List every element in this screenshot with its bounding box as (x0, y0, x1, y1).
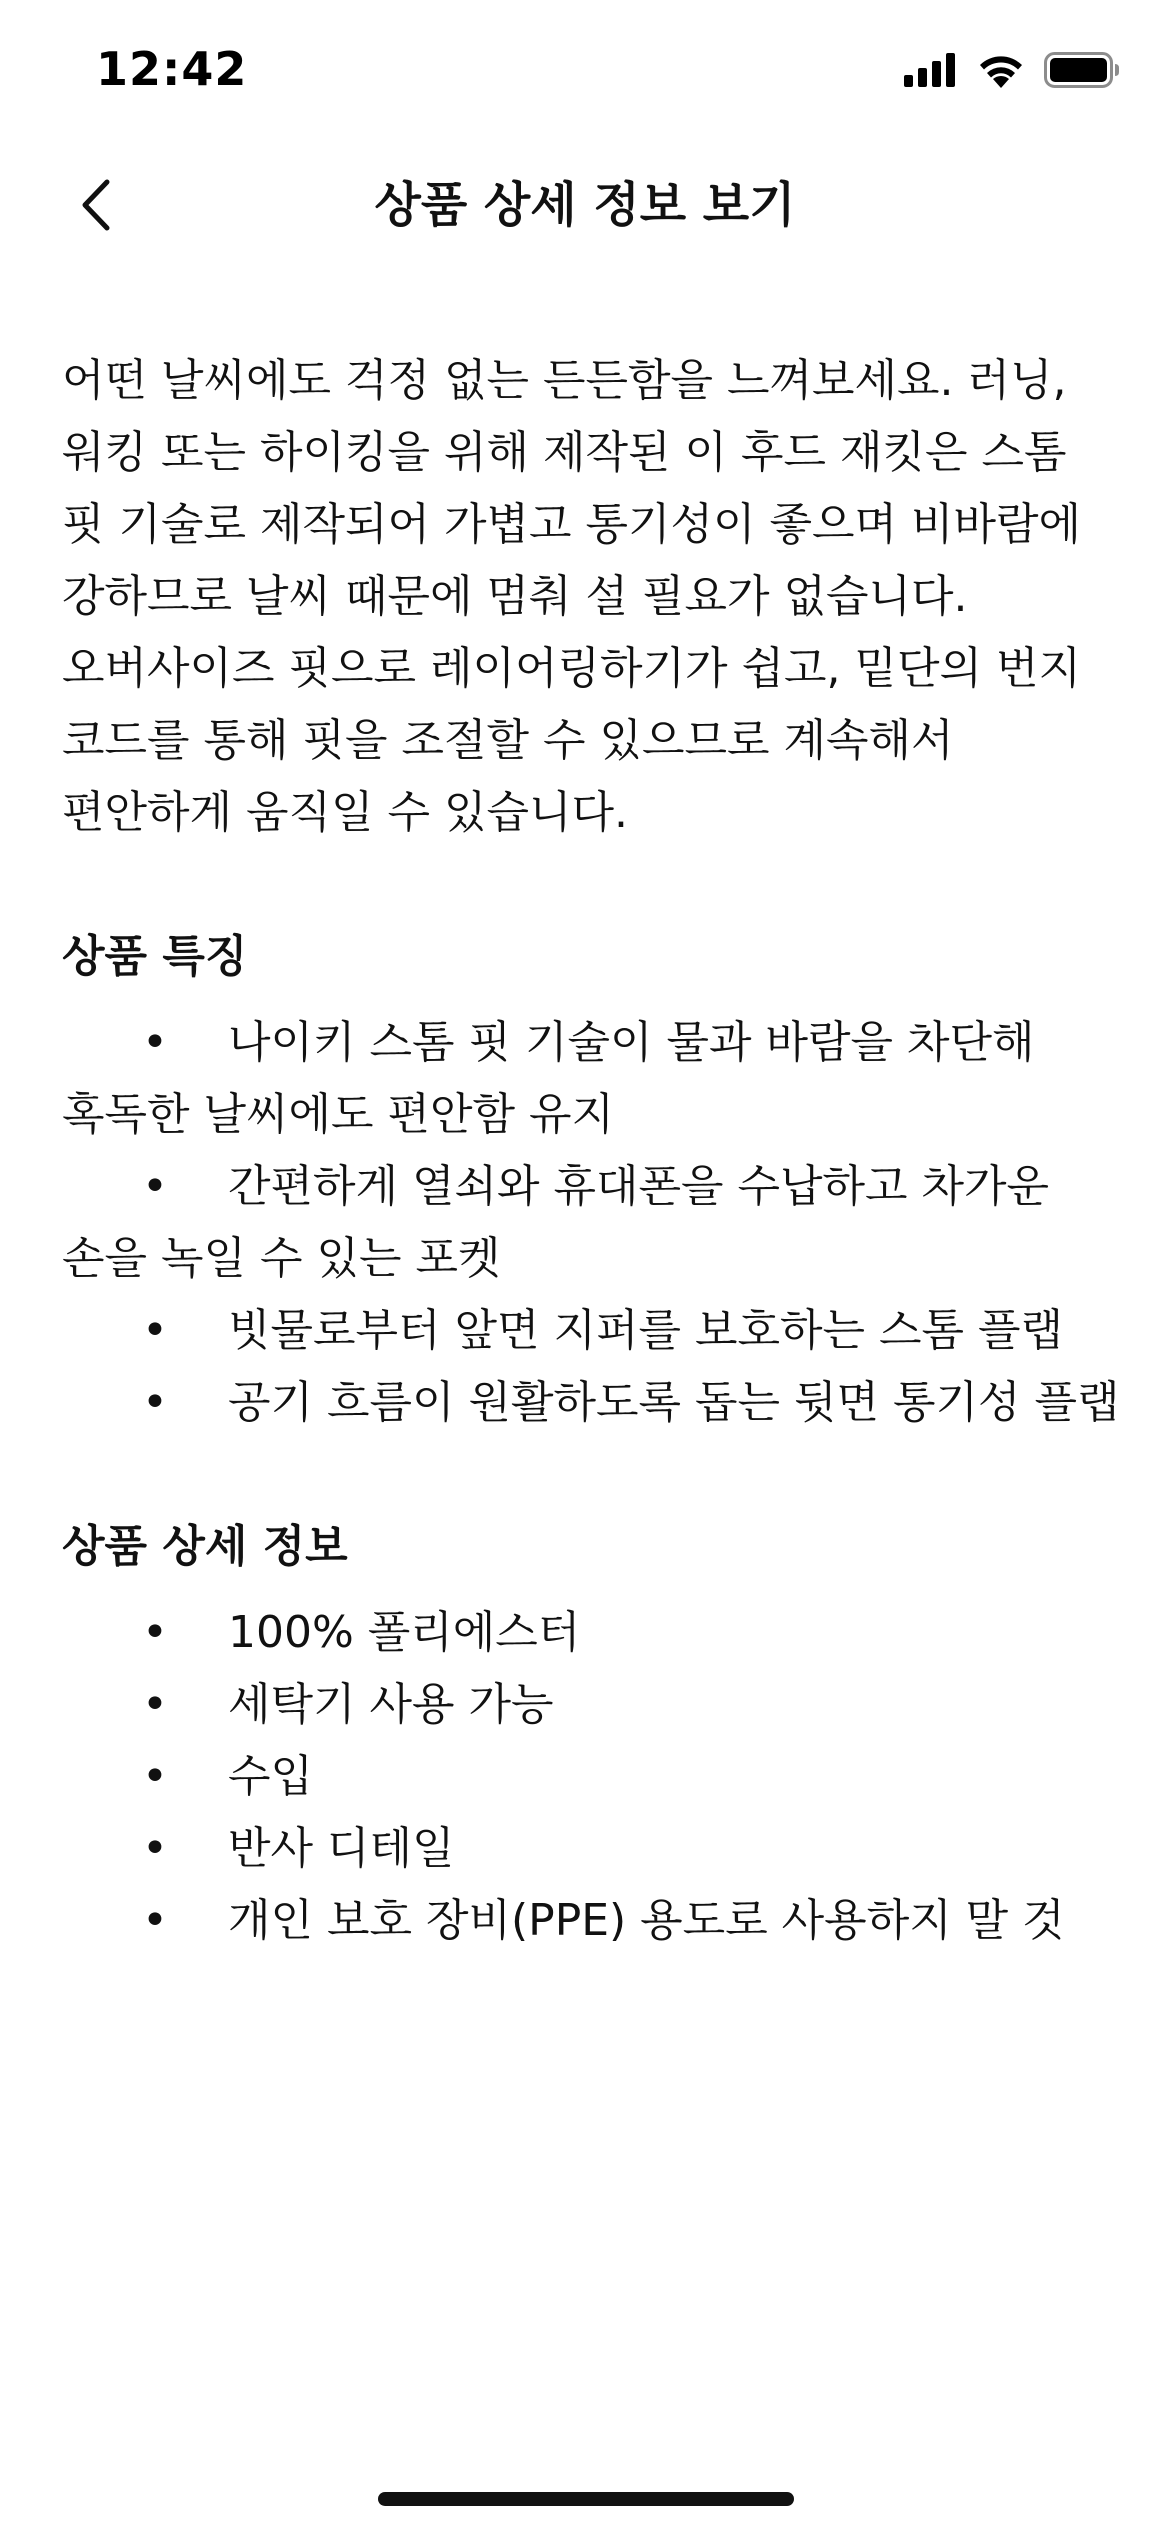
product-description: 어떤 날씨에도 걱정 없는 든든함을 느껴보세요. 러닝, 워킹 또는 하이킹을 위해 제작된 이 후드 재킷은 스톰 핏 기술로 제작되어 가볍고 통기성이 좋으며 비바람에 강하므로 날씨 때문에 멈춰 설 필요가 없습니다. 오버사이즈 핏으로 레이어링하기가 쉽고, 밑단의 번지 코드를 통해 핏을 조절할 수 있으므로 계속해서 편안하게 움직일 수 있습니다. (62, 355, 1082, 838)
bullet-icon: • (142, 1679, 168, 1730)
detail-text: 세탁기 사용 가능 (228, 1679, 554, 1730)
detail-text: 개인 보호 장비(PPE) 용도로 사용하지 말 것 (228, 1895, 1065, 1946)
cellular-signal-icon (904, 53, 958, 87)
status-bar (0, 0, 1170, 150)
details-title: 상품 상세 정보 (62, 1521, 348, 1572)
page-title: 상품 상세 정보 보기 (374, 177, 796, 233)
features-title: 상품 특징 (62, 931, 248, 982)
bullet-icon: • (142, 1895, 168, 1946)
detail-text: 100% 폴리에스터 (228, 1607, 581, 1658)
bullet-icon: • (142, 1305, 168, 1356)
feature-text: 나이키 스톰 핏 기술이 물과 바람을 차단해 혹독한 날씨에도 편안함 유지 (62, 1017, 1035, 1140)
list-item (62, 1813, 1122, 1885)
detail-text: 반사 디테일 (228, 1823, 455, 1874)
bullet-icon: • (142, 1823, 168, 1874)
list-item (62, 1295, 1122, 1367)
wifi-icon (976, 52, 1026, 88)
product-detail-content (62, 345, 1122, 1957)
feature-text: 공기 흐름이 원활하도록 돕는 뒷면 통기성 플랩 (228, 1377, 1120, 1428)
list-item (62, 1007, 1122, 1151)
list-item (62, 1151, 1122, 1295)
list-item (62, 1367, 1122, 1439)
features-list (62, 1007, 1122, 1439)
list-item (62, 1669, 1122, 1741)
bullet-icon: • (142, 1607, 168, 1658)
feature-text: 빗물로부터 앞면 지퍼를 보호하는 스톰 플랩 (228, 1305, 1064, 1356)
list-item (62, 1597, 1122, 1669)
detail-text: 수입 (228, 1751, 314, 1802)
feature-text: 간편하게 열쇠와 휴대폰을 수납하고 차가운 손을 녹일 수 있는 포켓 (62, 1161, 1050, 1284)
status-time: 12:42 (96, 42, 248, 96)
details-list (62, 1597, 1122, 1957)
bullet-icon: • (142, 1377, 168, 1428)
battery-icon (1044, 52, 1120, 88)
home-indicator[interactable] (378, 2492, 794, 2506)
bullet-icon: • (142, 1017, 168, 1068)
list-item (62, 1741, 1122, 1813)
bullet-icon: • (142, 1751, 168, 1802)
nav-bar (0, 150, 1170, 260)
status-icons (904, 52, 1120, 88)
bullet-icon: • (142, 1161, 168, 1212)
list-item (62, 1885, 1122, 1957)
